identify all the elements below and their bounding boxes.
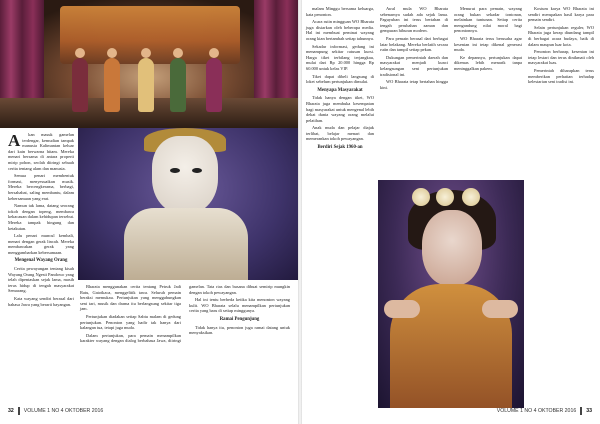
masked-dancer-photo xyxy=(78,128,298,280)
right-column-4 xyxy=(528,6,594,404)
paragraph: Selain pertunjukan reguler, WO Bharata juga kerap diundang tampil di berbagai acara budaya, baik di dalam maupun luar kota. xyxy=(528,24,594,47)
right-footer xyxy=(497,407,592,415)
page-number: 32 xyxy=(8,408,14,414)
paragraph: Acara rutin mingguan WO Bharata juga disiarkan oleh beberapa media. Hal ini membuat peminat wayang orang kian bertambah setiap tahunnya. xyxy=(306,19,374,41)
paragraph: Pemerintah diharapkan terus memberikan perhatian terhadap kelestarian seni tradisi ini. xyxy=(528,67,594,85)
dancer-figure xyxy=(72,58,88,112)
paragraph: Menurut para pemain, wayang orang bukan sekadar tontonan, melainkan tuntunan. Setiap cerita mengandung nilai moral bagi penontonnya. xyxy=(454,6,522,34)
dancer-costume xyxy=(124,208,248,280)
volume-label: VOLUME 1 NO 4 OKTOBER 2016 xyxy=(496,408,577,414)
paragraph: Para pemain berasal dari berbagai latar belakang. Mereka berlatih secara rutin dan tampil setiap pekan. xyxy=(380,35,448,53)
paragraph: Cerita pewayangan tentang kisah Wayang Orang Ngesti Pandowo yang telah dipentaskan sejak lama, masih terus hidup di tengah masyarakat Semarang. xyxy=(8,266,74,294)
paragraph: Hal ini tentu berbeda ketika kita menonton wayang kulit. WO Bharata selalu menampilkan pertunjukan cerita yang baru di setiap minggunya. xyxy=(189,297,290,314)
section-subhead: Ramai Pengunjung xyxy=(219,316,260,322)
paragraph: Dalam pertunjukan, para pemain menampilkan karakter wayang dengan dialog berbahasa Jawa, diiringi gamelan. Tata rias dan busana dibuat semirip mungkin dengan tokoh pewayangan. xyxy=(80,284,290,344)
section-subhead: Mengenal Wayang Orang xyxy=(14,258,68,264)
hair-flower xyxy=(412,188,430,206)
dancer-hand xyxy=(384,300,420,318)
dancer-figure xyxy=(138,58,154,112)
footer-divider xyxy=(580,407,582,415)
paragraph: Pertunjukan diadakan setiap Sabtu malam di gedung pertunjukan. Penonton yang hadir tak hanya dari kalangan tua, tetapi juga muda. xyxy=(80,313,181,331)
mask-eye xyxy=(170,168,180,173)
paragraph: Tiket dapat dibeli langsung di loket sebelum pertunjukan dimulai. xyxy=(306,73,374,85)
volume-label: VOLUME 1 NO 4 OKTOBER 2016 xyxy=(23,408,104,414)
dancer-face xyxy=(422,210,482,286)
paragraph: WO Bharata tetap bertahan hingga kini. xyxy=(380,79,448,90)
right-column-2 xyxy=(380,6,448,176)
paragraph: Lalu penari muncul kembali, menari dengan gerak lincah. Mereka membawakan gerak yang menggambarkan kebersamaan. xyxy=(8,233,74,255)
left-page xyxy=(0,0,298,424)
hair-flower xyxy=(436,188,454,206)
stage-performance-photo xyxy=(0,0,298,128)
white-mask xyxy=(152,136,218,214)
left-footer xyxy=(8,407,103,415)
paragraph: Bharata menggunakan cerita tentang Petruk Jadi Ratu, Gatotkaca, menggelitik tawa. Seluruh pemain beraksi memukau. Pertunjukan yang menggabungkan seni tari, musik dan drama itu berlangsung sekitar tiga jam. xyxy=(80,284,181,312)
female-dancer-photo xyxy=(378,180,524,408)
right-column-1 xyxy=(306,6,374,404)
hair-flower xyxy=(462,188,480,206)
dancer-hand xyxy=(482,300,518,318)
paragraph: Tidak hanya itu, penonton juga ramai datang untuk menyaksikan. xyxy=(189,324,290,336)
paragraph: Sekadar informasi, gedung ini menampung sekitar ratusan kursi. Harga tiket terbilang terjangkau, mulai dari Rp 20.000 hingga Rp 60.000 untuk kelas VIP. xyxy=(306,43,374,71)
footer-divider xyxy=(18,407,20,415)
paragraph: WO Bharata terus berusaha agar kesenian ini tetap dikenal generasi muda. xyxy=(454,35,522,53)
right-page xyxy=(302,0,600,424)
paragraph: Penonton berharap, kesenian ini tetap lestari dan terus dinikmati oleh masyarakat luas. xyxy=(528,49,594,66)
right-column-3 xyxy=(454,6,522,176)
paragraph: Awal mula WO Bharata sebenarnya sudah ada sejak lama. Paguyuban ini terus bertahan di tengah perubahan zaman dan gempuran hiburan modern. xyxy=(380,6,448,34)
paragraph: Kata wayang sendiri berasal dari bahasa Jawa yang berarti bayangan. xyxy=(8,296,74,307)
paragraph: Namun tak lama, datang seorang tokoh dengan topeng, membawa kekacauan dalam kehidupan tersebut. Mereka tampak bingung dan ketakutan. xyxy=(8,203,74,231)
dancer-figure xyxy=(170,58,186,112)
paragraph: malam Minggu bersama keluarga, kata penonton. xyxy=(306,6,374,17)
left-column-2 xyxy=(80,284,290,402)
paragraph: Tidak hanya dengan tiket, WO Bharata juga membuka kesempatan bagi masyarakat untuk mengenal lebih dekat dunia wayang orang melalui pelatihan. xyxy=(306,95,374,123)
mask-eye xyxy=(192,168,202,173)
page-number: 33 xyxy=(586,408,592,414)
paragraph: kan masuk gamelan terdengar, kemudian tampak manusia Kalimantan keluar dari kain berwarna hitam. Mereka menari bersama di antara properti mirip pohon, seolah diiringi sebuah cerita tentang alam dan manusia. xyxy=(8,132,74,171)
drop-cap: A xyxy=(8,131,21,150)
dancer-figure xyxy=(206,58,222,112)
left-column-1 xyxy=(8,132,74,402)
paragraph: Anak muda dan pelajar diajak terlibat, belajar menari dan memerankan tokoh pewayangan. xyxy=(306,125,374,142)
dancer-figure xyxy=(104,58,120,112)
section-subhead: Berdiri Sejak 1960-an xyxy=(317,145,363,151)
section-subhead: Menyapa Masyarakat xyxy=(317,87,363,93)
paragraph: Kostum karya WO Bharata ini sendiri merupakan hasil karya para pemain sendiri. xyxy=(528,6,594,23)
paragraph: Semua penari membentuk formasi, menyesuaikan musik. Mereka bercengkerama, berbagi, bersahabat, saling membantu, dalam kebersamaan yang erat. xyxy=(8,173,74,201)
paragraph: Ke depannya, pertunjukan dapat dikemas lebih menarik tanpa meninggalkan pakem. xyxy=(454,54,522,71)
paragraph: Dukungan pemerintah daerah dan masyarakat menjadi kunci kelangsungan seni pertunjukan tradisional ini. xyxy=(380,54,448,77)
